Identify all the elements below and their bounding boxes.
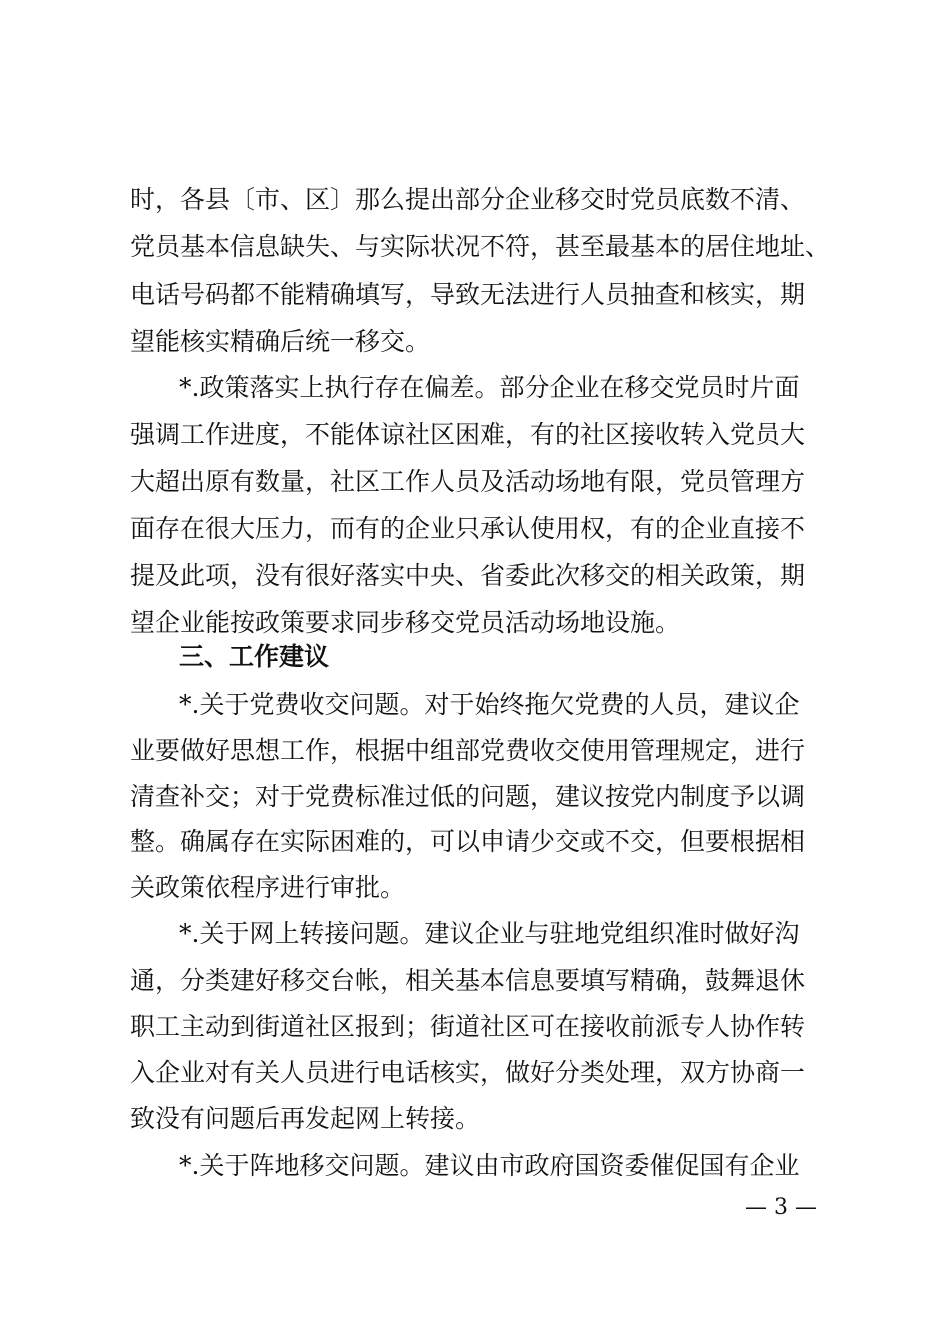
- paragraph-line: 整。确属存在实际困难的，可以申请少交或不交，但要根据相: [130, 827, 806, 856]
- paragraph-line: 入企业对有关人员进行电话核实，做好分类处理，双方协商一: [130, 1058, 806, 1087]
- paragraph-line: *.政策落实上执行存在偏差。部分企业在移交党员时片面: [179, 373, 800, 402]
- paragraph-line: *.关于网上转接问题。建议企业与驻地党组织准时做好沟: [179, 919, 800, 948]
- page-number: — 3 —: [745, 1195, 817, 1220]
- paragraph-line: 望能核实精确后统一移交。: [130, 327, 431, 356]
- section-heading: 三、工作建议: [179, 642, 330, 671]
- paragraph-line: 关政策依程序进行审批。: [130, 873, 406, 902]
- paragraph-line: 望企业能按政策要求同步移交党员活动场地设施。: [130, 608, 681, 637]
- paragraph-line: *.关于阵地移交问题。建议由市政府国资委催促国有企业: [179, 1151, 800, 1180]
- paragraph-line: 职工主动到街道社区报到；街道社区可在接收前派专人协作转: [130, 1012, 806, 1041]
- paragraph-line: 面存在很大压力，而有的企业只承认使用权，有的企业直接不: [130, 514, 806, 543]
- paragraph-line: *.关于党费收交问题。对于始终拖欠党费的人员，建议企: [179, 690, 800, 719]
- paragraph-line: 清查补交；对于党费标准过低的问题，建议按党内制度予以调: [130, 782, 806, 811]
- paragraph-line: 大超出原有数量，社区工作人员及活动场地有限，党员管理方: [130, 467, 806, 496]
- paragraph-line: 致没有问题后再发起网上转接。: [130, 1104, 481, 1133]
- paragraph-line: 强调工作进度，不能体谅社区困难，有的社区接收转入党员大: [130, 420, 806, 449]
- paragraph-line: 电话号码都不能精确填写，导致无法进行人员抽查和核实，期: [130, 280, 806, 309]
- paragraph-line: 通，分类建好移交台帐，相关基本信息要填写精确，鼓舞退休: [130, 966, 806, 995]
- paragraph-line: 时，各县〔市、区〕那么提出部分企业移交时党员底数不清、: [130, 185, 806, 214]
- paragraph-line: 提及此项，没有很好落实中央、省委此次移交的相关政策，期: [130, 561, 806, 590]
- paragraph-line: 党员基本信息缺失、与实际状况不符，甚至最基本的居住地址、: [130, 232, 831, 261]
- paragraph-line: 业要做好思想工作，根据中组部党费收交使用管理规定，进行: [130, 736, 806, 765]
